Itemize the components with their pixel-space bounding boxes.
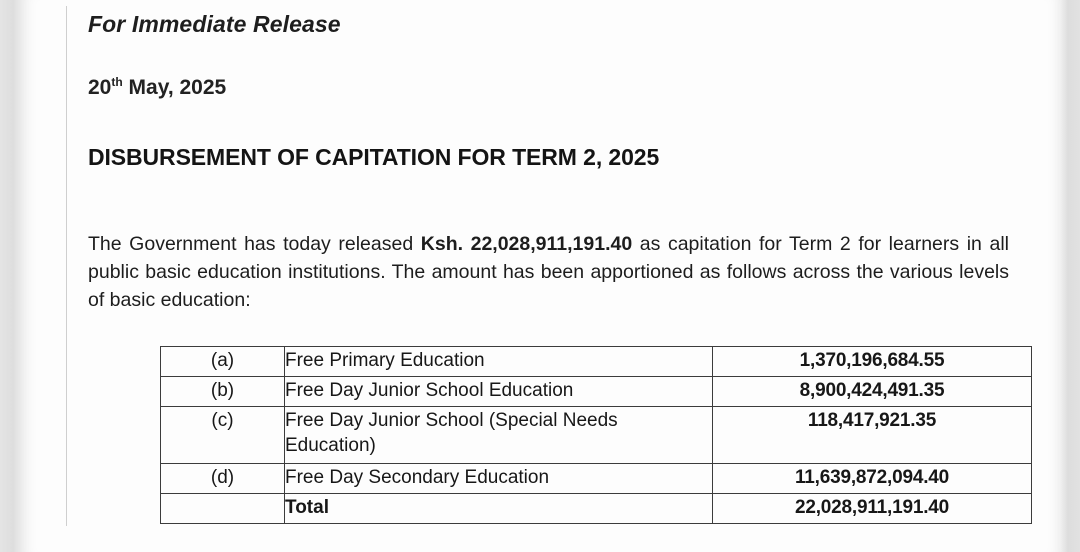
release-date: [88, 75, 226, 100]
release-notice-heading: For Immediate Release: [88, 11, 341, 37]
row-amount: 8,900,424,491.35: [713, 377, 1032, 407]
table-row: [161, 347, 1032, 377]
release-date-month-year: May, 2025: [122, 76, 227, 99]
row-description: Free Day Secondary Education: [285, 464, 713, 494]
row-amount: 11,639,872,094.40: [713, 464, 1032, 494]
row-key: (c): [161, 407, 285, 464]
total-amount: 22,028,911,191.40: [713, 494, 1032, 524]
body-text-after-amount: as capitation for Term 2 for learners in all public basic education institutions. The amount has been apportioned as follows across the various levels of basic education:: [88, 232, 1009, 311]
allocation-table: [160, 346, 1032, 524]
table-total-row: [161, 494, 1032, 524]
allocation-table-wrapper: [160, 346, 1028, 524]
row-key: (d): [161, 464, 285, 494]
release-date-day: 20: [88, 76, 112, 99]
row-amount: 1,370,196,684.55: [713, 347, 1032, 377]
document-page: [24, 0, 1060, 552]
body-text-before-amount: The Government has today released: [88, 232, 421, 255]
row-amount: 118,417,921.35: [713, 407, 1032, 464]
row-key: [161, 494, 285, 524]
release-date-ordinal-suffix: th: [111, 75, 123, 89]
body-paragraph: [88, 230, 1009, 314]
page-right-background-band: [1060, 0, 1080, 552]
table-row: [161, 464, 1032, 494]
capitation-amount-inline: Ksh. 22,028,911,191.40: [420, 232, 633, 255]
total-label: Total: [285, 494, 713, 524]
row-description: Free Primary Education: [285, 347, 713, 377]
page-left-background-band: [0, 0, 24, 552]
table-row: [161, 377, 1032, 407]
table-row: [161, 407, 1032, 464]
page-title: DISBURSEMENT OF CAPITATION FOR TERM 2, 2025: [88, 144, 660, 170]
row-description-line-2: Education): [285, 435, 376, 456]
document-content: [88, 0, 1028, 552]
row-key: (b): [161, 377, 285, 407]
page-margin-rule: [66, 6, 67, 526]
row-description: [285, 407, 713, 464]
row-description-line-1: Free Day Junior School (Special Needs: [285, 410, 618, 431]
row-key: (a): [161, 347, 285, 377]
row-description: Free Day Junior School Education: [285, 377, 713, 407]
